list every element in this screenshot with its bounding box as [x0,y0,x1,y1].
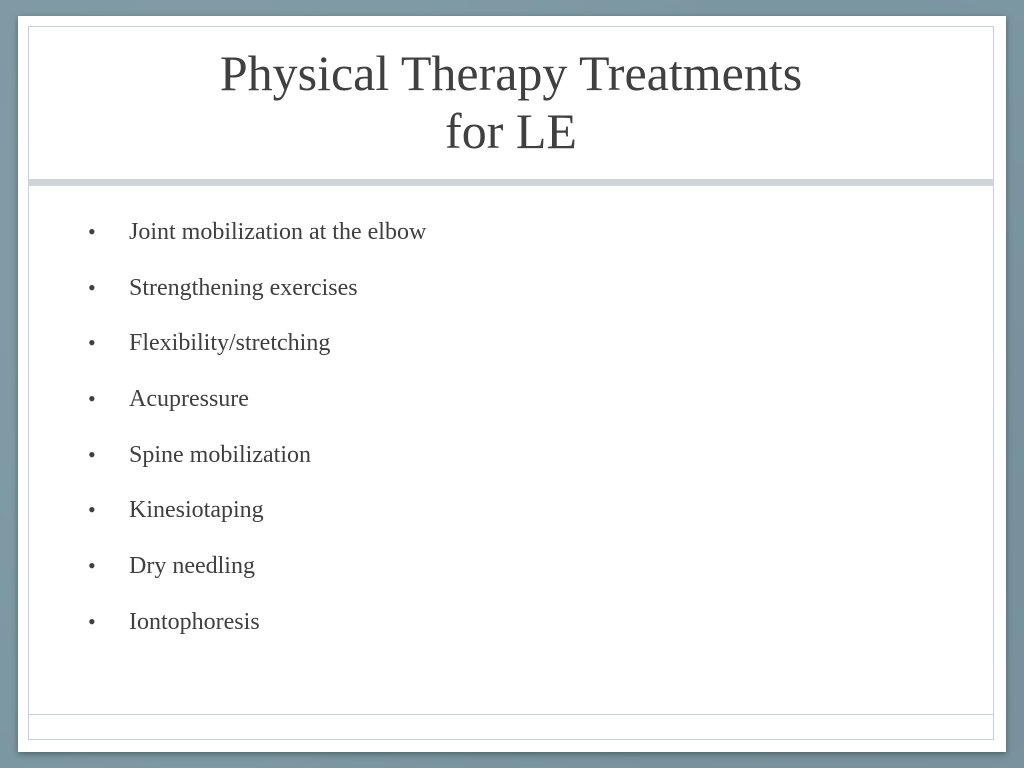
bullet-text: Strengthening exercises [129,274,358,301]
bullet-icon: • [88,553,96,579]
list-item [88,219,426,275]
slide [18,16,1006,752]
bullet-icon: • [88,497,96,523]
title-divider [28,179,994,186]
bullet-text: Flexibility/stretching [129,330,331,357]
bullet-text: Spine mobilization [129,441,311,468]
list-item [88,442,426,498]
bullet-icon: • [88,274,96,300]
footer-divider [28,714,994,715]
list-item [88,330,426,386]
bullet-icon: • [88,441,96,467]
bullet-list [88,219,426,665]
list-item [88,386,426,442]
list-item [88,497,426,553]
bullet-text: Joint mobilization at the elbow [129,219,427,245]
title-line-1: Physical Therapy Treatments [219,45,803,101]
bullet-text: Dry needling [129,553,255,580]
bullet-text: Acupressure [129,386,249,413]
slide-title [28,26,994,178]
title-line-2: for LE [445,103,577,159]
bullet-text: Iontophoresis [129,608,260,635]
bullet-icon: • [88,608,96,634]
list-item [88,275,426,331]
bullet-icon: • [88,386,96,412]
bullet-icon: • [88,219,96,244]
list-item [88,553,426,609]
bullet-icon: • [88,330,96,356]
list-item [88,609,426,665]
bullet-text: Kinesiotaping [129,497,264,524]
